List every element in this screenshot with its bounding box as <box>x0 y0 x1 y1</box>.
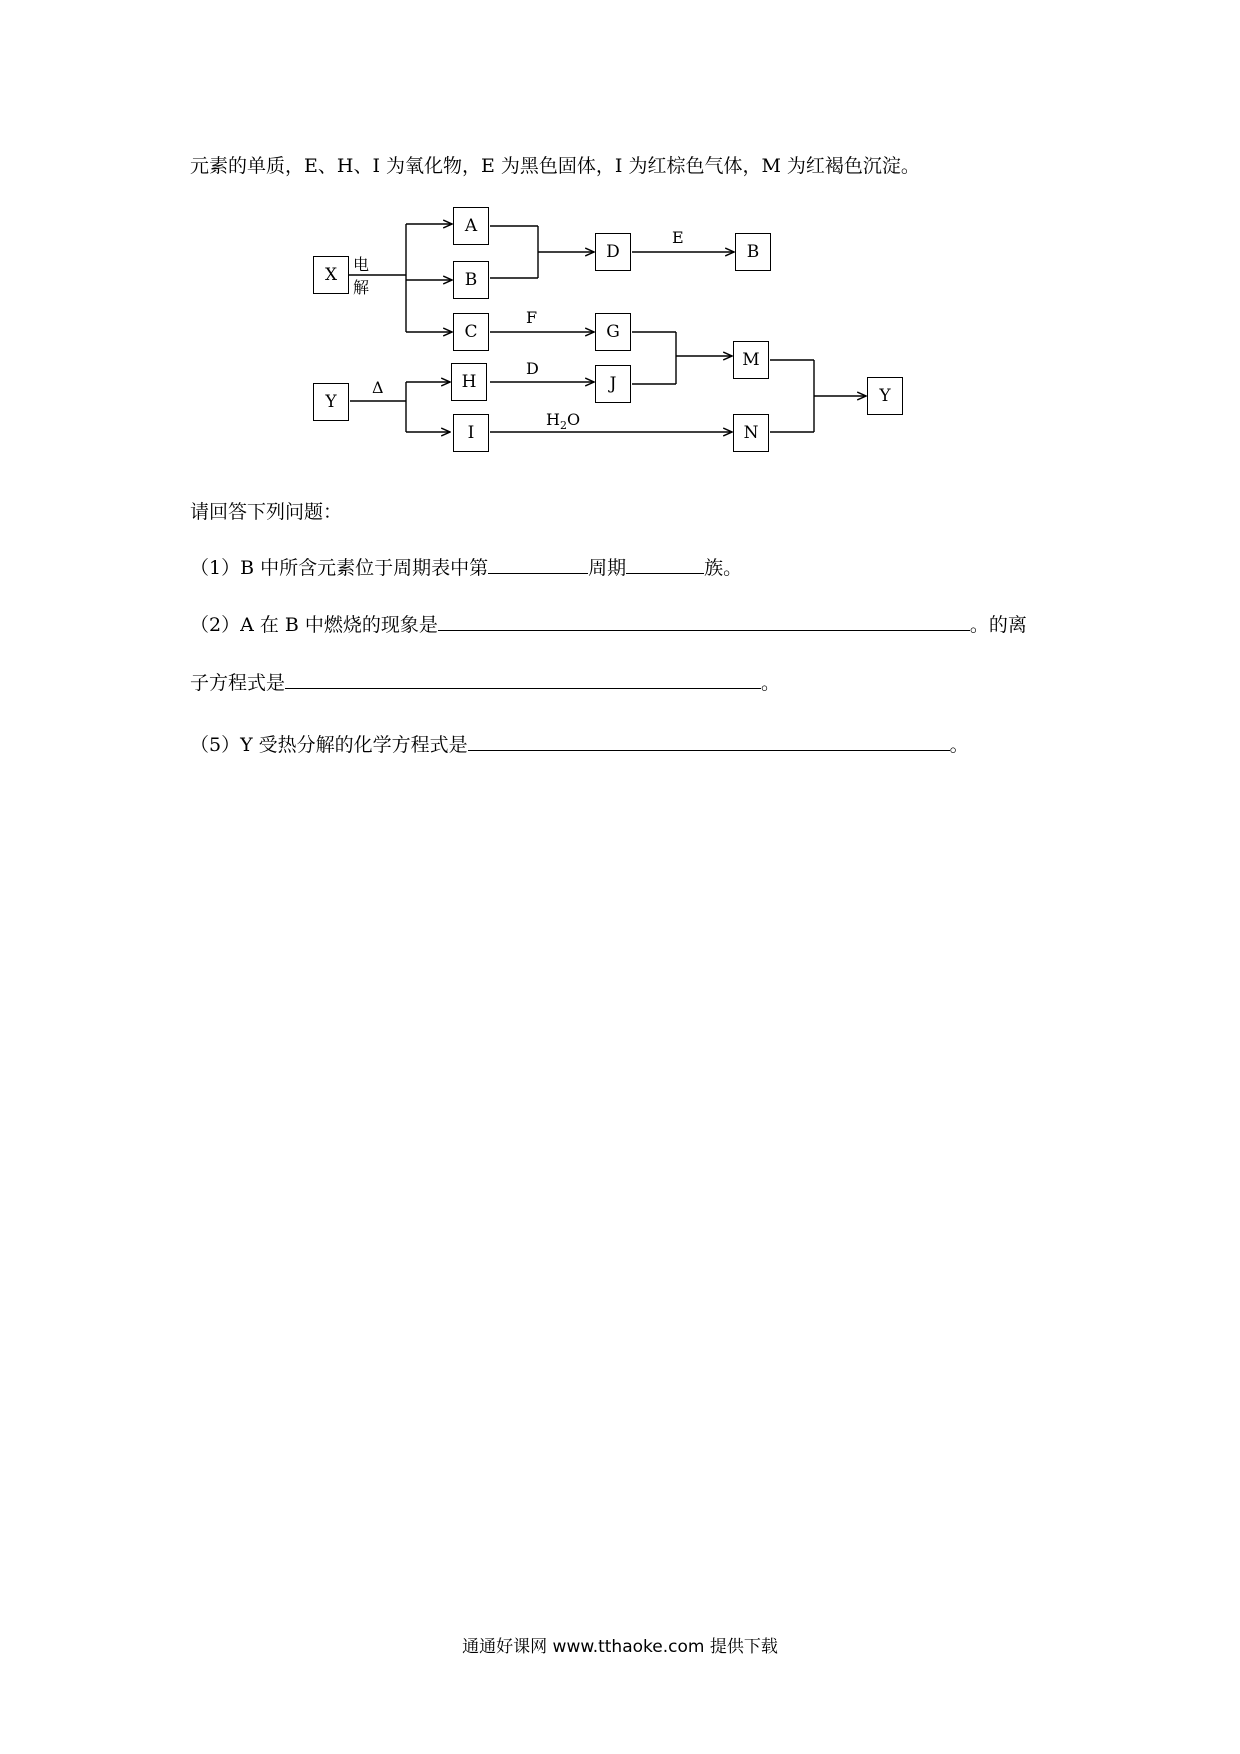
q1-blank-group[interactable] <box>626 553 704 574</box>
box-D: D <box>595 233 631 271</box>
box-J: J <box>595 365 631 403</box>
q1-blank-period[interactable] <box>488 553 588 574</box>
box-A: A <box>453 207 489 245</box>
q2-text-c: 子方程式是 <box>190 672 286 694</box>
box-I: I <box>453 414 489 452</box>
page-footer: 通通好课网 www.tthaoke.com 提供下载 <box>462 1637 778 1657</box>
box-X: X <box>313 256 349 294</box>
box-Y-product: Y <box>867 377 903 415</box>
label-water-sub: 2 <box>559 419 567 433</box>
q2-text-d: 。 <box>761 672 781 694</box>
label-water-H: H <box>546 410 560 429</box>
q2-text-b: 。的离 <box>969 614 1027 636</box>
q2-blank-ionic-equation[interactable] <box>285 668 761 689</box>
question-5 <box>190 730 969 759</box>
box-M: M <box>733 341 769 379</box>
box-N: N <box>733 414 769 452</box>
label-delta: Δ <box>372 378 384 397</box>
box-B: B <box>453 261 489 299</box>
prompt-text: 请回答下列问题： <box>190 501 343 523</box>
label-D: D <box>526 359 539 378</box>
label-F: F <box>526 308 538 327</box>
label-water <box>546 410 580 432</box>
label-water-O: O <box>566 410 581 429</box>
question-2-continued <box>190 668 780 697</box>
intro-text: 元素的单质，E、H、I 为氧化物，E 为黑色固体，I 为红棕色气体，M 为红褐色沉淀。 <box>190 155 920 177</box>
question-1 <box>190 553 742 582</box>
q1-text-c: 族。 <box>704 557 743 579</box>
box-C: C <box>453 313 489 351</box>
q5-text-a: （5）Y 受热分解的化学方程式是 <box>190 734 468 756</box>
question-2 <box>190 610 1027 639</box>
box-H: H <box>451 363 487 401</box>
q2-blank-phenomenon[interactable] <box>438 610 970 631</box>
q5-blank-equation[interactable] <box>468 730 950 751</box>
box-B-product: B <box>735 233 771 271</box>
box-G: G <box>595 313 631 351</box>
q1-text-b: 周期 <box>588 557 627 579</box>
label-E: E <box>672 228 684 247</box>
q1-text-a: （1）B 中所含元素位于周期表中第 <box>190 557 489 579</box>
label-electrolysis: 电解 <box>353 255 370 297</box>
q2-text-a: （2）A 在 B 中燃烧的现象是 <box>190 614 438 636</box>
q5-text-b: 。 <box>949 734 969 756</box>
box-Y: Y <box>313 383 349 421</box>
